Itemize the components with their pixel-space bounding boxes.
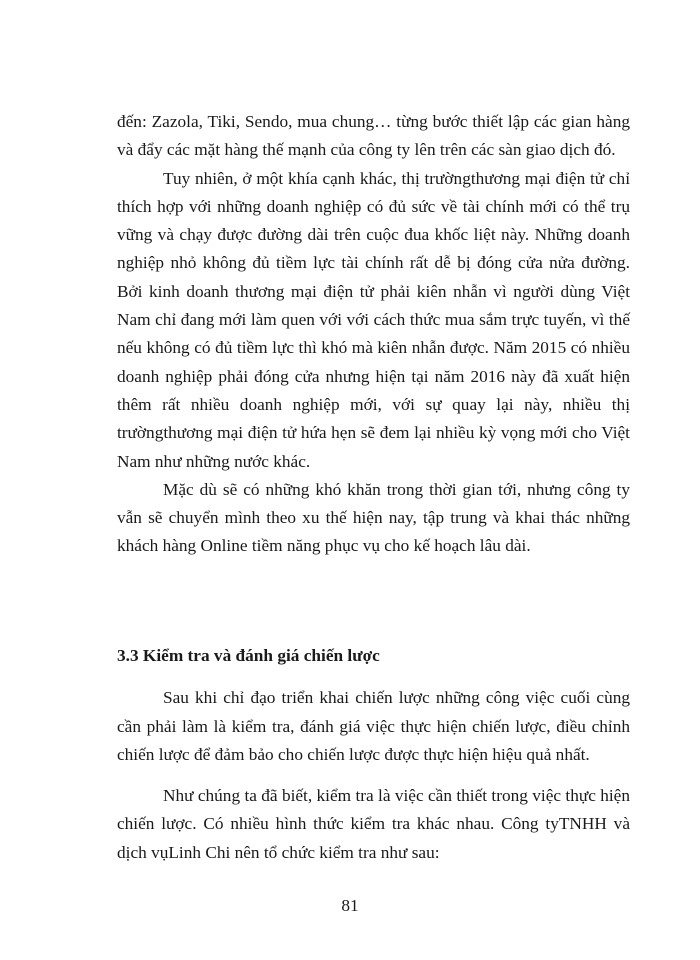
paragraph-continuation: đến: Zazola, Tiki, Sendo, mua chung… từng bước thiết lập các gian hàng và đẩy các mặt hàng thế mạnh của công ty lên trên các sàn giao dịch đó. [117, 112, 630, 160]
paragraph-company-strategy: Mặc dù sẽ có những khó khăn trong thời gian tới, nhưng công ty vẫn sẽ chuyển mình theo xu thế hiện nay, tập trung và khai thác những khách hàng Online tiềm năng phục vụ cho kế hoạch lâu dài. [117, 479, 630, 556]
body-text-top [117, 108, 630, 561]
section-heading: 3.3 Kiểm tra và đánh giá chiến lược [117, 646, 380, 665]
paragraph-ecommerce-risk: Tuy nhiên, ở một khía cạnh khác, thị trườngthương mại điện tử chỉ thích hợp với những doanh nghiệp có đủ sức về tài chính mới có thể trụ vững và chạy được đường dài trên cuộc đua khốc liệt này. Những doanh nghiệp nhỏ không đủ tiềm lực tài chính rất dễ bị đóng cửa nửa đường. Bởi kinh doanh thương mại điện tử phải kiên nhẫn vì người dùng Việt Nam chỉ đang mới làm quen với với cách thức mua sắm trực tuyến, vì thế nếu không có đủ tiềm lực thì khó mà kiên nhẫn được. Năm 2015 có nhiều doanh nghiệp phải đóng cửa nhưng hiện tại năm 2016 này đã xuất hiện thêm rất nhiều doanh nghiệp mới, với sự quay lại này, nhiều thị trườngthương mại điện tử hứa hẹn sẽ đem lại nhiều kỳ vọng mới cho Việt Nam như những nước khác. [117, 168, 630, 471]
page-number: 81 [341, 896, 359, 915]
paragraph-inspection: Như chúng ta đã biết, kiểm tra là việc cần thiết trong việc thực hiện chiến lược. Có nhiều hình thức kiểm tra khác nhau. Công tyTNHH và dịch vụLinh Chi nên tổ chức kiểm tra như sau: [117, 785, 630, 862]
body-text-section [117, 684, 630, 867]
paragraph-evaluation: Sau khi chỉ đạo triển khai chiến lược những công việc cuối cùng cần phải làm là kiểm tra, đánh giá việc thực hiện chiến lược, điều chỉnh chiến lược để đảm bảo cho chiến lược được thực hiện hiệu quả nhất. [117, 688, 630, 764]
